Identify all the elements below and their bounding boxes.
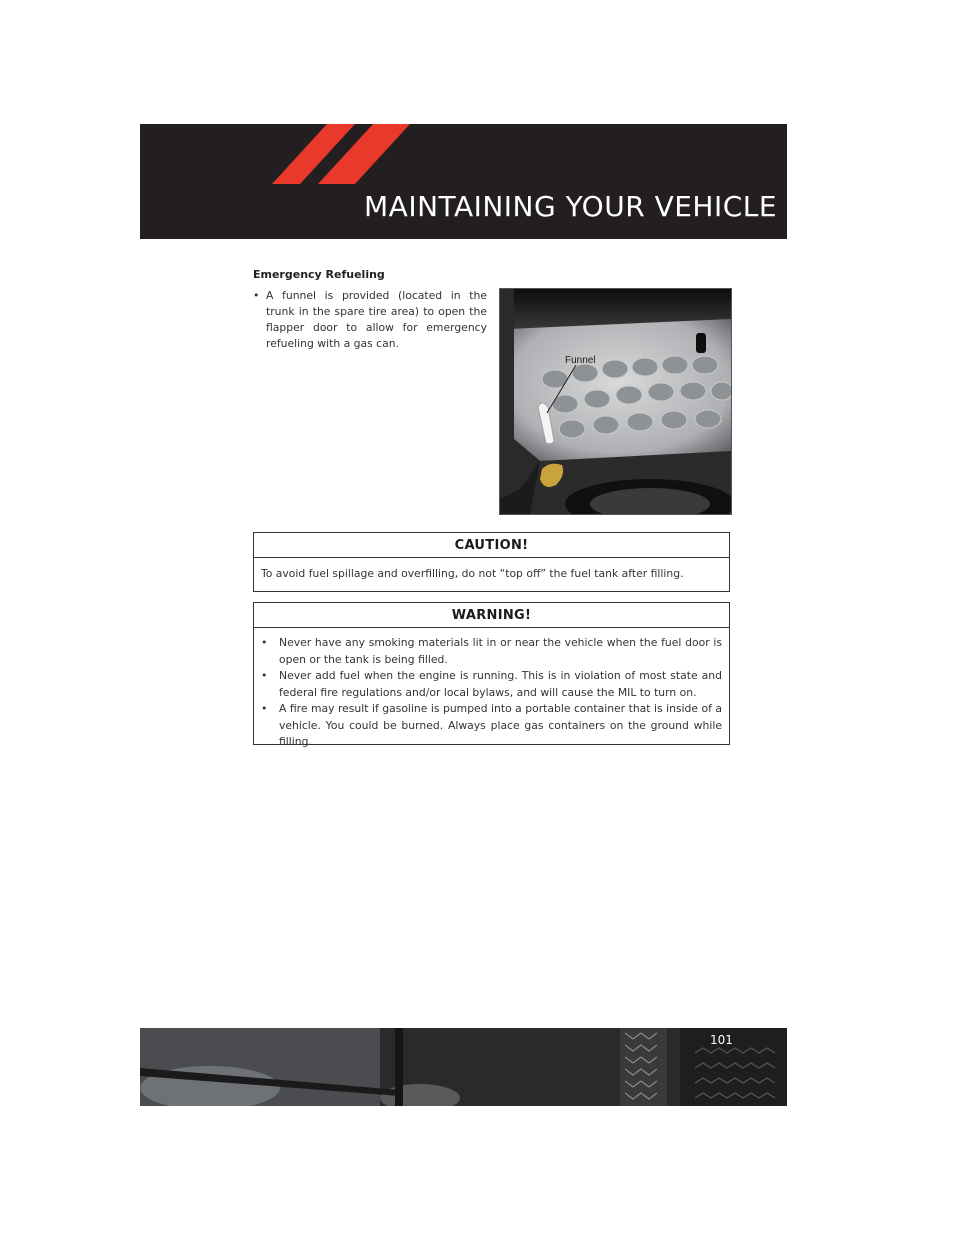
list-item <box>261 668 722 701</box>
list-item <box>253 288 487 352</box>
warning-item-text: A fire may result if gasoline is pumped into a portable container that is inside of a vehicle. You could be burned. Always place gas containers on the ground while filling. <box>279 702 722 748</box>
warning-title: WARNING! <box>254 603 729 628</box>
warning-list <box>254 628 729 751</box>
chapter-header <box>140 124 787 239</box>
footer-photo-icon <box>140 1028 787 1106</box>
caution-text: To avoid fuel spillage and overfilling, do not “top off” the fuel tank after filling. <box>261 567 684 580</box>
warning-item-text: Never have any smoking materials lit in or near the vehicle when the fuel door is open or the tank is being filled. <box>279 636 722 666</box>
page-footer <box>140 1028 787 1106</box>
warning-box <box>253 602 730 748</box>
chapter-title: MAINTAINING YOUR VEHICLE <box>364 190 778 223</box>
section-heading: Emergency Refueling <box>253 268 385 281</box>
caution-title: CAUTION! <box>254 533 729 558</box>
trunk-photo <box>499 288 732 515</box>
bullet-icon: • <box>261 636 268 649</box>
list-item <box>261 701 722 751</box>
warning-item-text: Never add fuel when the engine is running. This is in violation of most state and federal fire regulations and/or local bylaws, and will cause the MIL to turn on. <box>279 669 722 699</box>
page-number: 101 <box>710 1033 733 1047</box>
list-item <box>261 635 722 668</box>
list-item-text: A funnel is provided (located in the trunk in the spare tire area) to open the flapper door to allow for emergency refueling with a gas can. <box>266 289 487 350</box>
funnel-label: Funnel <box>565 355 596 366</box>
caution-box <box>253 532 730 592</box>
bullet-icon: • <box>261 669 268 682</box>
intro-list <box>253 288 487 352</box>
bullet-icon: • <box>261 702 268 715</box>
bullet-icon: • <box>253 289 260 302</box>
trunk-image-icon <box>500 289 731 514</box>
